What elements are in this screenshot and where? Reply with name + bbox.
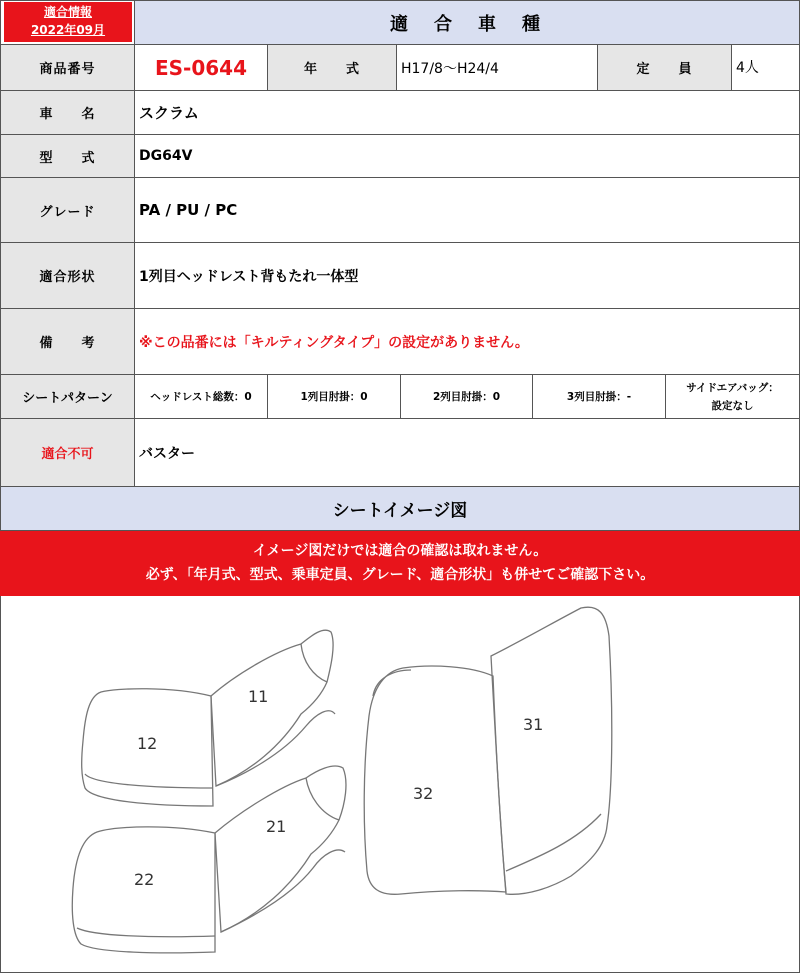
seat-21-lower (221, 850, 345, 932)
notice-line-1: イメージ図だけでは適合の確認は取れません。 (252, 543, 548, 559)
seat-image-area (0, 596, 800, 973)
pattern-side-airbag (666, 375, 800, 419)
notice-line-2: 必ず、「年月式、型式、乗車定員、グレード、適合形状」も併せてご確認下さい。 (145, 567, 655, 583)
image-notice (0, 531, 800, 596)
grade-label: グレード (0, 178, 135, 243)
product-code: ES-0644 (135, 45, 268, 91)
seat-11-lower (216, 711, 335, 786)
seat-label-32: 32 (413, 784, 434, 803)
header-title: 適 合 車 種 (135, 1, 800, 45)
seat-label-31: 31 (523, 715, 544, 734)
grade-value: PA / PU / PC (135, 178, 800, 243)
pattern-headrest-total: ヘッドレスト総数：0 (135, 375, 268, 419)
seat-label-22: 22 (134, 870, 155, 889)
model-label: 型 式 (0, 135, 135, 178)
seat-diagram (1, 596, 799, 972)
product-row (0, 45, 800, 91)
pattern-row1-armrest: 1列目肘掛：0 (268, 375, 401, 419)
year-value: H17/8〜H24/4 (397, 45, 598, 91)
seat-32-inner (373, 670, 411, 696)
note-label: 備 考 (0, 309, 135, 375)
car-name-row (0, 91, 800, 135)
capacity-value: 4人 (732, 45, 800, 91)
seat-11-outline (211, 630, 333, 786)
seat-label-12: 12 (137, 734, 158, 753)
car-name-value: スクラム (135, 91, 800, 135)
note-row (0, 309, 800, 375)
product-code-label: 商品番号 (0, 45, 135, 91)
seat-31-outline (491, 607, 612, 894)
seat-11-headrest-line (301, 644, 327, 682)
badge-date: 2022年09月 (30, 23, 106, 37)
year-label: 年 式 (268, 45, 397, 91)
badge-title: 適合情報 (43, 5, 92, 19)
model-row (0, 135, 800, 178)
seat-21-outline (215, 766, 346, 932)
incompatible-value: バスター (135, 419, 800, 487)
shape-label: 適合形状 (0, 243, 135, 309)
note-value: ※この品番には「キルティングタイプ」の設定がありません。 (135, 309, 800, 375)
pattern-row2-armrest: 2列目肘掛：0 (401, 375, 533, 419)
airbag-value: 設定なし (711, 399, 754, 412)
shape-row (0, 243, 800, 309)
grade-row (0, 178, 800, 243)
capacity-label: 定 員 (598, 45, 732, 91)
seat-pattern-label: シートパターン (0, 375, 135, 419)
compatibility-info-badge (4, 2, 132, 42)
airbag-label: サイドエアバッグ： (686, 381, 779, 394)
car-name-label: 車 名 (0, 91, 135, 135)
image-section-title: シートイメージ図 (0, 487, 800, 531)
model-value: DG64V (135, 135, 800, 178)
pattern-row3-armrest: 3列目肘掛：- (533, 375, 666, 419)
image-section-header (0, 487, 800, 531)
shape-value: 1列目ヘッドレスト背もたれ一体型 (135, 243, 800, 309)
seat-22-outline (72, 827, 215, 953)
incompatible-row (0, 419, 800, 487)
seat-32-outline (364, 666, 506, 894)
incompatible-label: 適合不可 (0, 419, 135, 487)
seat-label-11: 11 (248, 687, 269, 706)
seat-21-headrest-line (306, 778, 339, 820)
seat-12-base (85, 774, 213, 788)
seat-pattern-row (0, 375, 800, 419)
seat-label-21: 21 (266, 817, 287, 836)
seat-22-base (77, 928, 215, 937)
